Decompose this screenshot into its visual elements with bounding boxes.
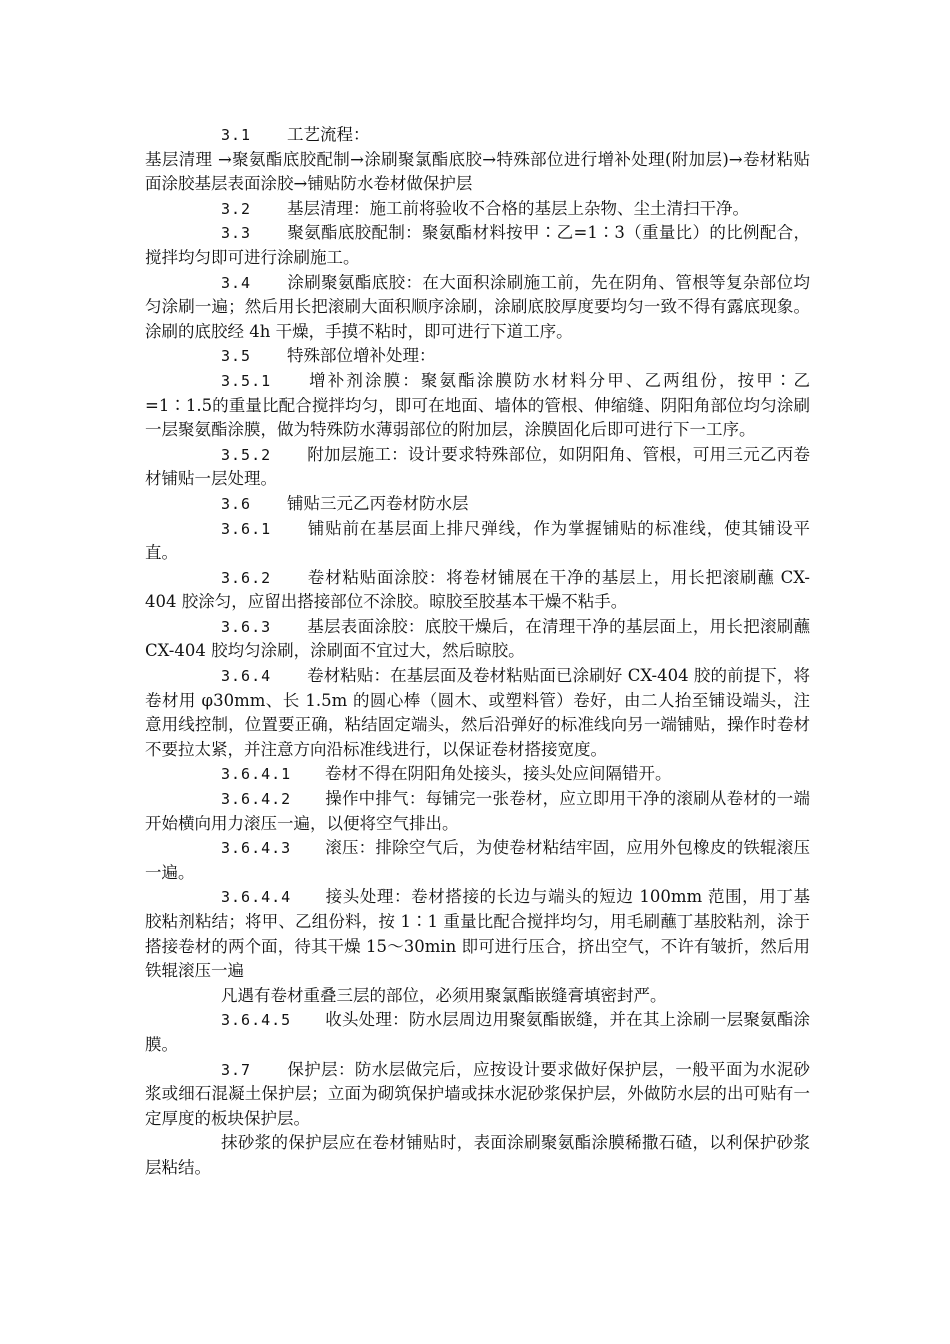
section-number: 3.6.4.4 (221, 888, 292, 907)
paragraph-3-6 (145, 492, 810, 517)
paragraph-3-5-1 (145, 369, 810, 443)
paragraph-3-3 (145, 221, 810, 270)
paragraph-text: 铺贴三元乙丙卷材防水层 (287, 493, 469, 513)
section-number: 3.6.2 (221, 568, 272, 587)
paragraph-text: 接头处理：卷材搭接的长边与端头的短边 100mm 范围，用丁基胶粘剂粘结；将甲、乙组份料，按 1∶1 重量比配合搅拌均匀，用毛刷蘸丁基胶粘剂，涂于搭接卷材的两个面，待其干燥 15～30min 即可进行压合，挤出空气，不许有皱折，然后用铁辊滚压一遍 (145, 887, 810, 981)
section-number: 3.6 (221, 494, 252, 513)
paragraph-3-6-4-3 (145, 836, 810, 885)
section-number: 3.6.4.5 (221, 1011, 292, 1030)
section-number: 3.7 (221, 1060, 252, 1079)
section-number: 3.2 (221, 199, 252, 218)
paragraph-text: 滚压：排除空气后，为使卷材粘结牢固，应用外包橡皮的铁辊滚压一遍。 (145, 838, 810, 882)
paragraph-3-7 (145, 1058, 810, 1132)
section-number: 3.5 (221, 347, 252, 366)
paragraph-3-6-4-2 (145, 787, 810, 836)
paragraph-process-flow (145, 148, 810, 197)
section-number: 3.5.1 (221, 371, 272, 390)
paragraph-text: 收头处理：防水层周边用聚氨酯嵌缝，并在其上涂刷一层聚氨酯涂膜。 (145, 1010, 810, 1054)
section-number: 3.1 (221, 126, 252, 144)
paragraph-3-6-4-4 (145, 885, 810, 983)
paragraph-text: 基层清理：施工前将验收不合格的基层上杂物、尘土清扫干净。 (287, 198, 749, 218)
section-number: 3.6.4 (221, 667, 272, 686)
paragraph-text: 增补剂涂膜：聚氨酯涂膜防水材料分甲、乙两组份，按甲∶乙=1∶1.5的重量比配合搅拌均匀，即可在地面、墙体的管根、伸缩缝、阴阳角部位均匀涂刷一层聚氨酯涂膜，做为特殊防水薄弱部位的附加层，涂膜固化后即可进行下一工序。 (145, 370, 810, 440)
paragraph-3-6-2 (145, 566, 810, 615)
paragraph-text: 基层清理 →聚氨酯底胶配制→涂刷聚氯酯底胶→特殊部位进行增补处理(附加层)→卷材粘贴面涂胶基层表面涂胶→铺贴防水卷材做保护层 (145, 149, 810, 194)
paragraph-3-1 (145, 123, 810, 148)
paragraph-text: 附加层施工：设计要求特殊部位，如阴阳角、管根，可用三元乙丙卷材铺贴一层处理。 (145, 444, 810, 489)
paragraph-text: 工艺流程： (287, 125, 370, 144)
paragraph-text: 聚氨酯底胶配制：聚氨酯材料按甲∶乙=1∶3（重量比）的比例配合，搅拌均匀即可进行涂刷施工。 (145, 223, 810, 267)
paragraph-3-6-4-1 (145, 762, 810, 787)
paragraph-text: 凡遇有卷材重叠三层的部位，必须用聚氯酯嵌缝膏填密封严。 (221, 985, 667, 1005)
section-number: 3.4 (221, 273, 252, 292)
paragraph-3-5-2 (145, 443, 810, 492)
paragraph-text: 特殊部位增补处理： (287, 346, 436, 366)
section-number: 3.6.4.3 (221, 839, 292, 858)
section-number: 3.6.3 (221, 617, 272, 636)
document-body (145, 123, 810, 1181)
paragraph-3-4 (145, 271, 810, 345)
paragraph-text: 卷材粘贴：在基层面及卷材粘贴面已涂刷好 CX-404 胶的前提下，将卷材用 φ30mm、长 1.5m 的圆心棒（圆木、或塑料管）卷好，由二人抬至铺设端头，注意用线控制，位置要正确，粘结固定端头，然后沿弹好的标准线向另一端铺贴，操作时卷材不要拉太紧，并注意方向沿标准线进行，以保证卷材搭接宽度。 (145, 666, 810, 759)
paragraph-text: 抹砂浆的保护层应在卷材铺贴时，表面涂刷聚氨酯涂膜稀撒石碴，以利保护砂浆层粘结。 (145, 1133, 810, 1177)
paragraph-3-6-3 (145, 615, 810, 664)
paragraph-text: 卷材粘贴面涂胶：将卷材铺展在干净的基层上，用长把滚刷蘸 CX-404 胶涂匀，应留出搭接部位不涂胶。晾胶至胶基本干燥不粘手。 (145, 567, 810, 612)
section-number: 3.6.4.2 (221, 790, 292, 809)
paragraph-text: 保护层：防水层做完后，应按设计要求做好保护层，一般平面为水泥砂浆或细石混凝土保护层；立面为砌筑保护墙或抹水泥砂浆保护层，外做防水层的出可贴有一定厚度的板块保护层。 (145, 1059, 810, 1128)
paragraph-3-6-4 (145, 664, 810, 762)
paragraph-3-5 (145, 344, 810, 369)
paragraph-overlap-note (145, 984, 810, 1009)
paragraph-3-2 (145, 197, 810, 222)
paragraph-text: 基层表面涂胶：底胶干燥后，在清理干净的基层面上，用长把滚刷蘸 CX-404 胶均匀涂刷，涂刷面不宜过大，然后晾胶。 (145, 616, 810, 661)
section-number: 3.5.2 (221, 445, 272, 464)
section-number: 3.6.1 (221, 519, 272, 538)
section-number: 3.6.4.1 (221, 765, 292, 784)
paragraph-text: 涂刷聚氨酯底胶：在大面积涂刷施工前，先在阴角、管根等复杂部位均匀涂刷一遍；然后用长把滚刷大面积顺序涂刷，涂刷底胶厚度要均匀一致不得有露底现象。涂刷的底胶经 4h 干燥，手摸不粘时，即可进行下道工序。 (145, 272, 810, 341)
paragraph-mortar-note (145, 1131, 810, 1180)
paragraph-text: 卷材不得在阴阳角处接头，接头处应间隔错开。 (325, 764, 672, 784)
paragraph-3-6-1 (145, 517, 810, 566)
paragraph-text: 铺贴前在基层面上排尺弹线，作为掌握铺贴的标准线，使其铺设平直。 (145, 518, 810, 563)
paragraph-3-6-4-5 (145, 1008, 810, 1057)
paragraph-text: 操作中排气：每铺完一张卷材，应立即用干净的滚刷从卷材的一端开始横向用力滚压一遍，以便将空气排出。 (145, 789, 810, 833)
section-number: 3.3 (221, 224, 252, 243)
